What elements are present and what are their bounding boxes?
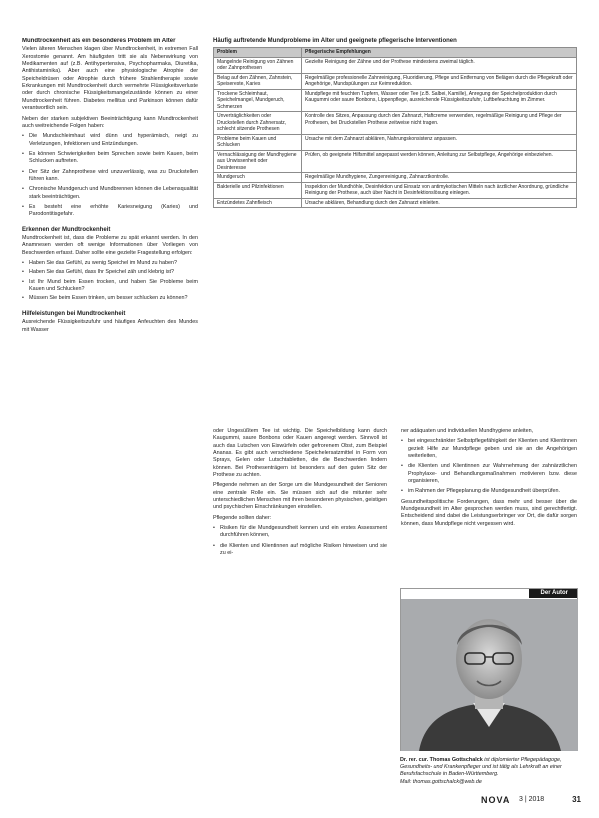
table-header-row: [214, 48, 577, 58]
author-portrait-image: [401, 599, 578, 751]
table-cell: Entzündetes Zahnfleisch: [214, 198, 302, 208]
table-cell: Belag auf den Zähnen, Zahnstein, Speisereste, Karies: [214, 73, 302, 89]
paragraph: Pflegende sollten daher:: [213, 514, 272, 521]
table-cell: Vernachlässigung der Mundhygiene aus Unwissenheit oder Desinteresse: [214, 150, 302, 173]
table-row: [214, 173, 577, 183]
table-cell: Inspektion der Mundhöhle, Desinfektion und Einsatz von antimykotischen Mitteln nach ärztlicher Anordnung, gründliche Reinigung der Prothese, auch über Nacht in Desinfektionslösung einlegen.: [302, 182, 577, 198]
list-item: • bei eingeschränkter Selbstpflegefähigkeit der Klienten und Klientinnen gezielt Hilfe zur Mundpflege geben und sie an die Angehörigen weiterleiten,: [401, 438, 577, 460]
list-item: • Müssen Sie beim Essen trinken, um besser schlucken zu können?: [22, 295, 198, 302]
table-cell: Gezielte Reinigung der Zähne und der Prothese mindestens zweimal täglich.: [302, 57, 577, 73]
paragraph: oder Ungesüßtem Tee ist wichtig. Die Speichelbildung kann durch Kaugummi, saure Bonbons oder Kauen angeregt werden. Sinnvoll ist auch das Lutschen von Eiswürfeln oder gefrorenem Obst, zum Beispiel Ananas. Es gibt auch verschiedene Speichelersatzmittel in Form von Sprays, Gelen oder Lutschtabletten, die die Beschwerden lindern können. Bei Prothesenträgern ist besonders auf den guten Sitz der Prothese zu achten.: [213, 428, 387, 479]
table-cell: Probleme beim Kauen und Schlucken: [214, 134, 302, 150]
list-item: • die Klienten und Klientinnen auf mögliche Risiken hinweisen und sie zu ei-: [213, 543, 387, 558]
list-item: • die Klienten und Klientinnen zur Wahrnehmung der zahnärztlichen Prophylaxe- und Behandlungsmaßnahmen motivieren bzw. diese organisieren,: [401, 463, 577, 485]
column-left: [22, 38, 198, 793]
paragraph: Neben der starken subjektiven Beeinträchtigung kann Mundtrockenheit auch weitreichende Folgen haben:: [22, 115, 198, 129]
table-cell: Kontrolle des Sitzes, Anpassung durch den Zahnarzt, Haftcreme verwenden, regelmäßige Reinigung und Pflege der Prothesen, bei Druckstellen Prothese zeitweise nicht tragen.: [302, 112, 577, 135]
table-cell: Ursache mit dem Zahnarzt abklären, Nahrungskonsistenz anpassen.: [302, 134, 577, 150]
table-cell: Prüfen, ob geeignete Hilfsmittel angepasst werden können, Anleitung zur Selbstpflege, Angehörige einbeziehen.: [302, 150, 577, 173]
table-cell: Mangelnde Reinigung von Zähnen oder Zahnprothesen: [214, 57, 302, 73]
paragraph: Pflegende nehmen an der Sorge um die Mundgesundheit der Senioren eine zentrale Rolle ein. Sie müssen sich auf die mitunter sehr unterschiedlichen Menschen mit ihren besonderen physischen, geistigen und psychischen Einschränkungen einstellen.: [213, 482, 387, 511]
table-row: [214, 134, 577, 150]
column-middle: [213, 428, 387, 803]
author-box: [400, 588, 578, 751]
bullet-list: [22, 133, 198, 218]
list-item: • Ist Ihr Mund beim Essen trocken, und haben Sie Probleme beim Kauen und Schlucken?: [22, 279, 198, 294]
page-footer: [481, 795, 581, 807]
list-item: • Die Mundschleimhaut wird dünn und hyperämisch, neigt zu Verletzungen, Infektionen und Entzündungen.: [22, 133, 198, 148]
section-heading: Hilfeleistungen bei Mundtrockenheit: [22, 310, 126, 317]
list-item: • Haben Sie das Gefühl, dass Ihr Speichel zäh und klebrig ist?: [22, 269, 198, 276]
table-row: [214, 198, 577, 208]
author-box-label: Der Autor: [529, 589, 577, 598]
issue-number: 3 | 2018: [519, 796, 545, 803]
table-cell: Mundpflege mit feuchten Tupfern, Wasser oder Tee (z.B. Salbei, Kamille), Anregung der Speichelproduktion durch Kaugummi oder saure Bonbons, Lippenpflege, ausreichende Flüssigkeitszufuhr, Luftbefeuchtung im Zimmer.: [302, 89, 577, 112]
table-cell: Mundgeruch: [214, 173, 302, 183]
table-row: [214, 57, 577, 73]
magazine-name: NOVA: [481, 795, 511, 805]
list-item: • Chronische Mundgeruch und Mundbrennen können die Lebensqualität stark beeinträchtigen.: [22, 186, 198, 201]
table-row: [214, 89, 577, 112]
table-row: [214, 182, 577, 198]
section-heading: Mundtrockenheit als ein besonderes Problem im Alter: [22, 38, 176, 44]
table-cell: Regelmäßige professionelle Zahnreinigung, Fluoridierung, Pflege und Entfernung von Belägen durch die Pflegekraft oder Angehörige, Mundspülungen zur Keimreduktion.: [302, 73, 577, 89]
author-description: ist diplomierter Pflegepädagoge, Gesundheits- und Krankenpfleger und ist tätig als Lehrkraft an einer Berufsfachschule in Baden-Württemberg.: [400, 757, 562, 778]
list-item: • Es können Schwierigkeiten beim Sprechen sowie beim Kauen, beim Schlucken auftreten.: [22, 151, 198, 166]
section-heading: Erkennen der Mundtrockenheit: [22, 226, 111, 233]
interventions-table-box: [213, 38, 577, 208]
list-item: • Es besteht eine erhöhte Kariesneigung (Karies) und Parodontitisgefahr.: [22, 204, 198, 219]
bullet-list: [401, 438, 577, 495]
bullet-list: [22, 260, 198, 303]
page-number: 31: [572, 795, 581, 804]
table-cell: Regelmäßige Mundhygiene, Zungenreinigung, Zahnarztkontrolle.: [302, 173, 577, 183]
column-header: Problem: [214, 48, 302, 58]
table-cell: Unverträglichkeiten oder Druckstellen durch Zahnersatz, schlecht sitzende Prothesen: [214, 112, 302, 135]
table-cell: Ursache abklären, Behandlung durch den Zahnarzt einleiten.: [302, 198, 577, 208]
author-bio: [400, 757, 580, 786]
bullet-list: [213, 525, 387, 557]
table-title: Häufig auftretende Mundprobleme im Alter und geeignete pflegerische Interventionen: [213, 38, 457, 44]
list-item: • Haben Sie das Gefühl, zu wenig Speichel im Mund zu haben?: [22, 260, 198, 267]
table-row: [214, 112, 577, 135]
paragraph: Ausreichende Flüssigkeitszufuhr und häufiges Anfeuchten des Mundes mit Wasser: [22, 319, 198, 333]
paragraph: Mundtrockenheit ist, dass die Probleme zu spät erkannt werden. In den Anamnesen werden oft wenige Informationen über Vorliegen von Beschwerden erfasst. Daher sollte eine gezielte Fragestellung erfolgen:: [22, 235, 198, 256]
column-header: Pflegerische Empfehlungen: [302, 48, 577, 58]
interventions-table: [213, 47, 577, 208]
list-item: • Der Sitz der Zahnprothese wird unzuverlässig, was zu Druckstellen führen kann.: [22, 169, 198, 184]
author-photo: [401, 599, 578, 751]
paragraph: Gesundheitspolitische Forderungen, dass mehr und besser über die Mundgesundheit im Alter gesprochen werden muss, sind gerechtfertigt. Entscheidend sind dabei die Leistungserbringer vor Ort, die dafür sorgen können, dass Mundpflege nicht vergessen wird.: [401, 498, 577, 527]
table-cell: Trockene Schleimhaut, Speichelmangel, Mundgeruch, Schmerzen: [214, 89, 302, 112]
table-row: [214, 73, 577, 89]
list-item: • Risiken für die Mundgesundheit kennen und ein erstes Assessment durchführen können,: [213, 525, 387, 540]
table-row: [214, 150, 577, 173]
table-cell: Bakterielle und Pilzinfektionen: [214, 182, 302, 198]
author-name: Dr. rer. cur. Thomas Gottschalck: [400, 757, 483, 763]
list-item: • im Rahmen der Pflegeplanung die Mundgesundheit überprüfen.: [401, 488, 577, 495]
paragraph: ner adäquaten und individuellen Mundhygiene anleiten,: [401, 428, 534, 434]
paragraph: Vielen älteren Menschen klagen über Mundtrockenheit, in extremen Fall Xerostomie genannt. Am häufigsten tritt sie als Nebenwirkung von Medikamenten auf (z.B. Antihypertensiva, Psychopharmaka, Diuretika, Antihistaminika). Aber auch eine physiologische Atrophie der Speicheldrüsen oder Atrophie durch frühere Strahlentherapie sowie Erkrankungen mit Mundtrockenheit durch vermehrte Flüssigkeitsverluste oder durch chronische Flüssigkeitsmangelzustände können zu einer Mundtrockenheit führen. Diabetes mellitus und Parkinson können dafür verantwortlich sein.: [22, 46, 198, 112]
author-email: Mail: thomas.gottschalck@web.de: [400, 778, 482, 785]
